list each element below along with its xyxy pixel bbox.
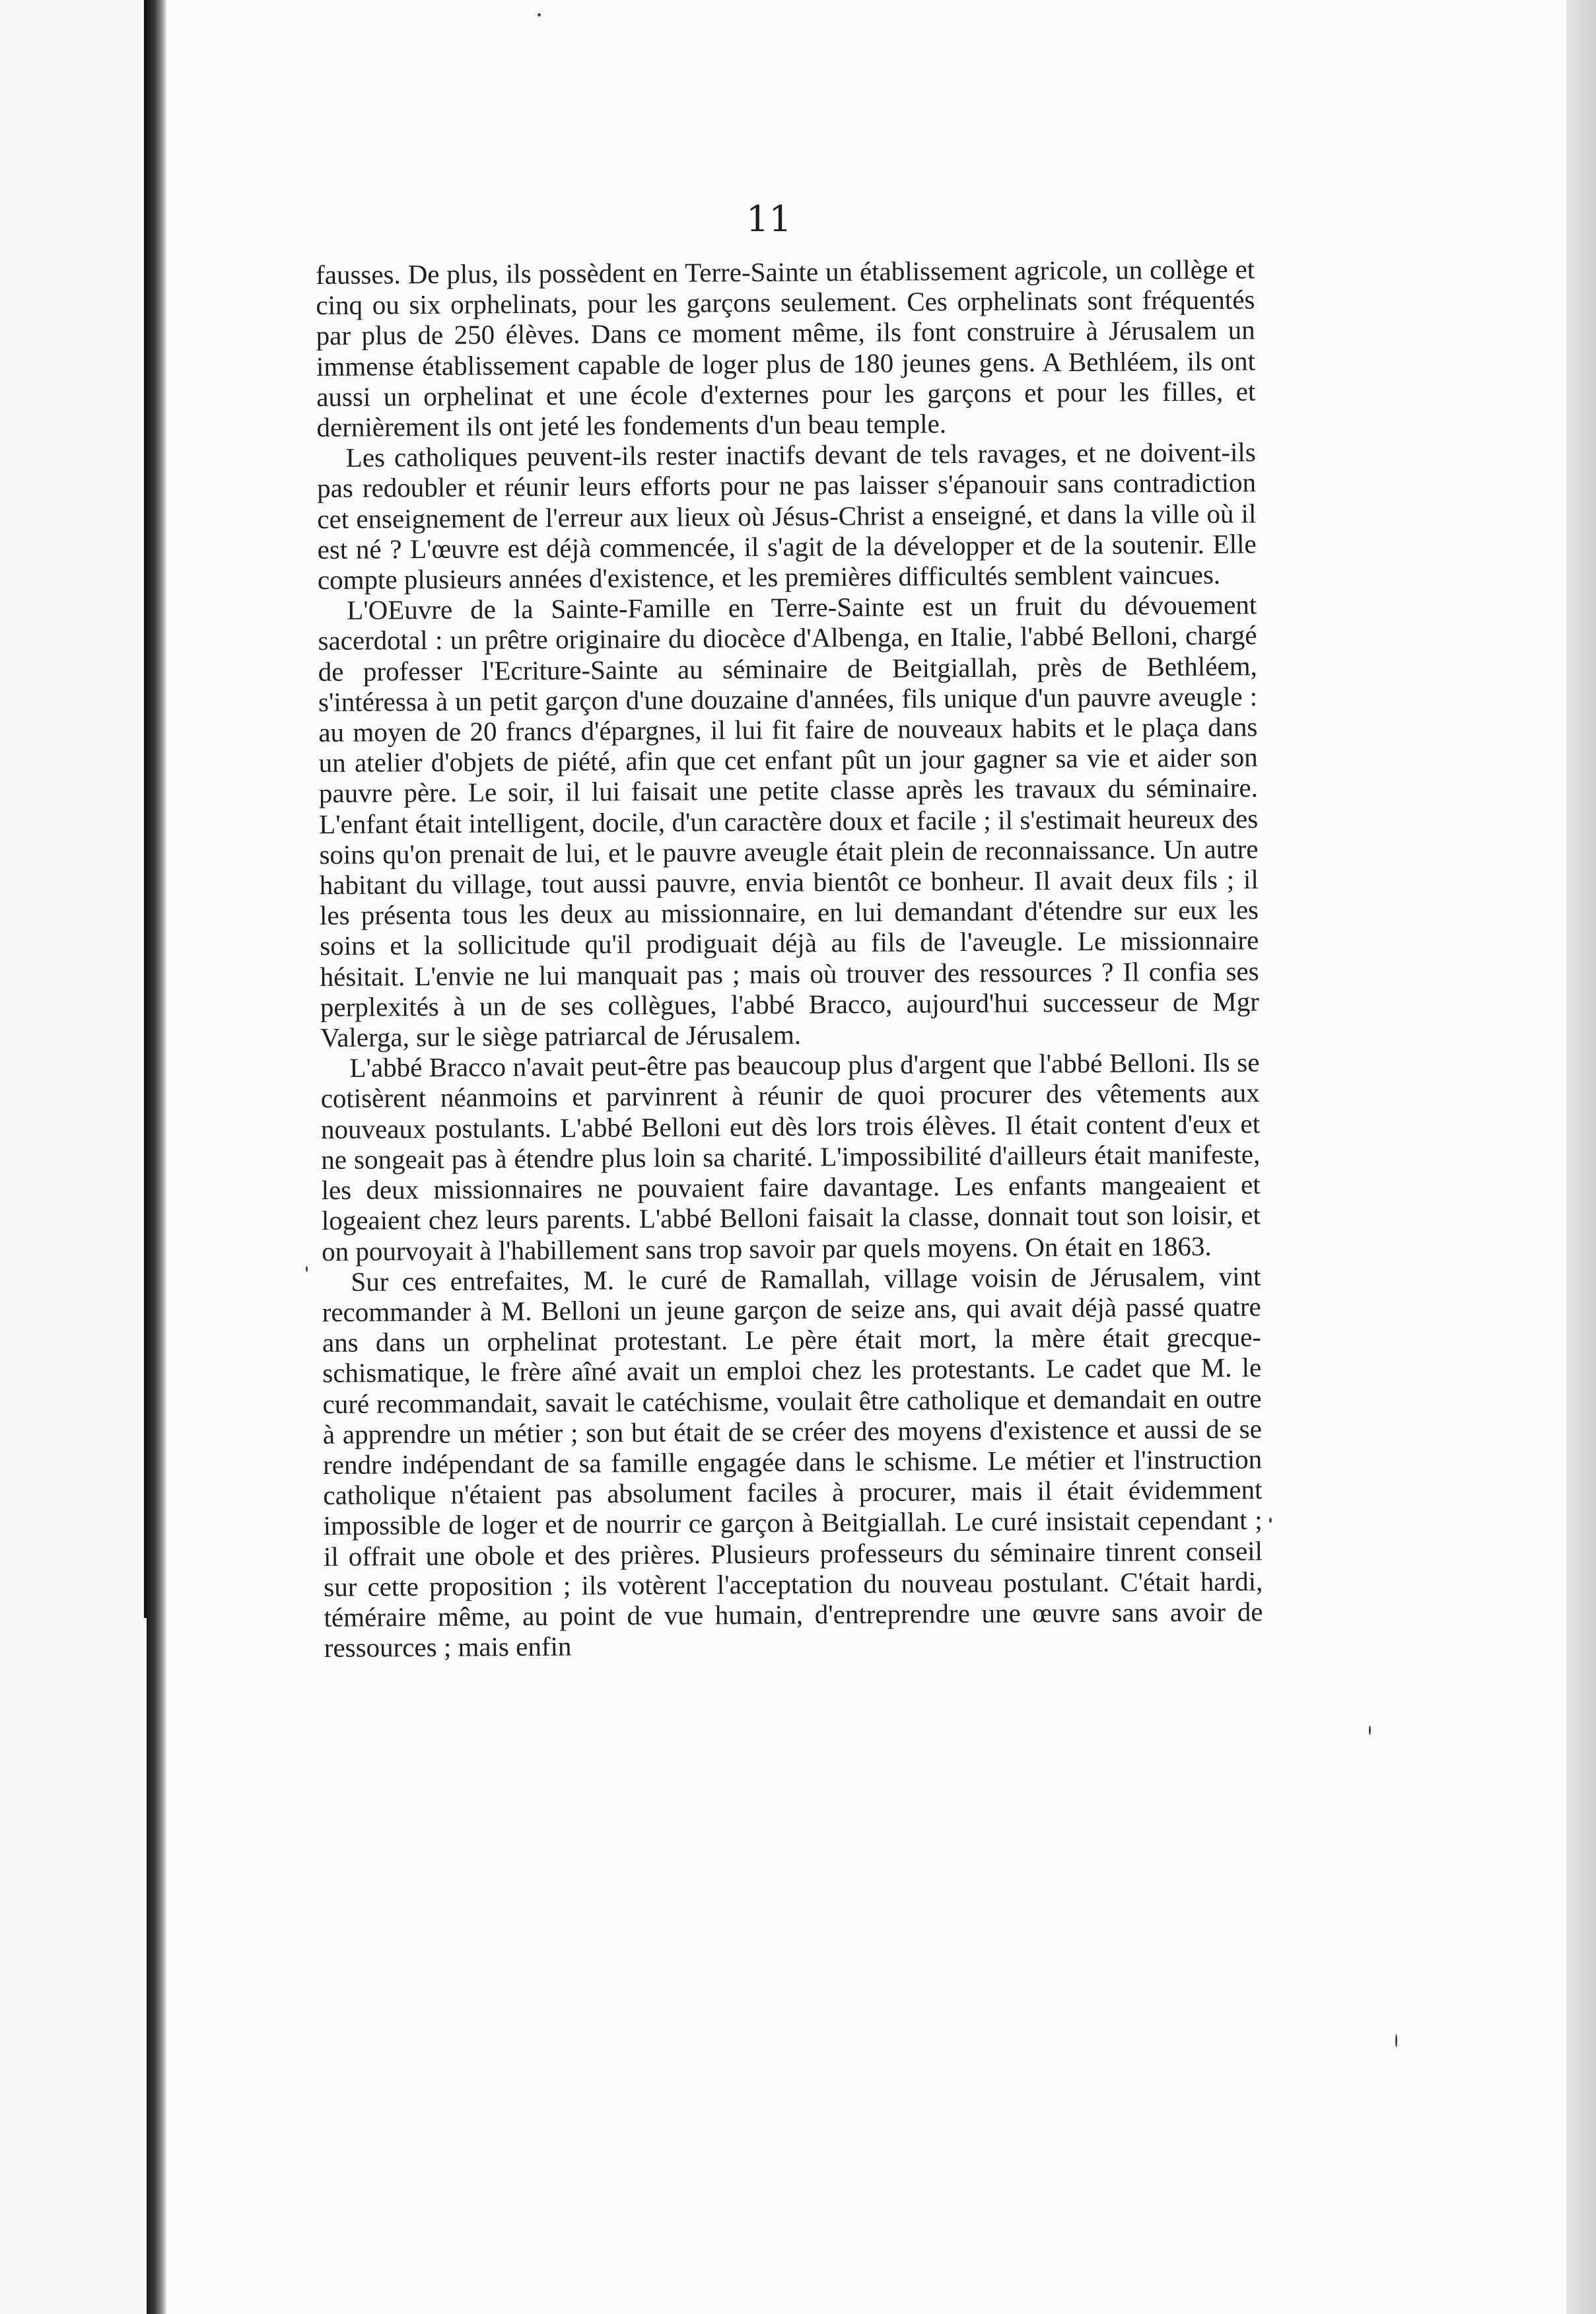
dust-speck [1395,2034,1397,2047]
dust-speck [538,13,541,17]
facing-page-margin [0,0,147,2314]
paragraph: L'abbé Bracco n'avait peut-être pas beaucoup plus d'argent que l'abbé Belloni. Ils se cotisèrent néanmoins et parvinrent à réunir de quoi procurer des vêtements aux nouveaux postulants. L'abbé Belloni eut dès lors trois élèves. Il était content d'eux et ne songeait pas à étendre plus loin sa charité. L'impossibilité d'ailleurs était manifeste, les deux missionnaires ne pouvaient faire davantage. Les enfants mangeaient et logeaient chez leurs parents. L'abbé Belloni faisait la classe, donnait tout son loisir, et on pourvoyait à l'habillement sans trop savoir par quels moyens. On était en 1863. [320,1047,1261,1267]
paragraph: Les catholiques peuvent-ils rester inactifs devant de tels ravages, et ne doivent-ils pas redoubler et réunir leurs efforts pour ne pas laisser s'épanouir sans contradiction cet enseignement de l'erreur aux lieux où Jésus-Christ a enseigné, et dans la ville où il est né ? L'œuvre est déjà commencée, il s'agit de la développer et de la soutenir. Elle compte plusieurs années d'existence, et les premières difficultés semblent vaincues. [316,437,1257,596]
dust-speck [306,1266,308,1272]
body-text [316,254,1263,1663]
page-number: 11 [746,198,792,240]
paragraph: Sur ces entrefaites, M. le curé de Ramallah, village voisin de Jérusalem, vint recommander à M. Belloni un jeune garçon de seize ans, qui avait déjà passé quatre ans dans un orphelinat protestant. Le père était mort, la mère était grecque-schismatique, le frère aîné avait un emploi chez les protestants. Le cadet que M. le curé recommandait, savait le catéchisme, voulait être catholique et demandait en outre à apprendre un métier ; son but était de se créer des moyens d'existence et aussi de se rendre indépendant de sa famille engagée dans le schisme. Le métier et l'instruction catholique n'étaient pas absolument faciles à procurer, mais il était évidemment impossible de loger et de nourrir ce garçon à Beitgiallah. Le curé insistait cependant ; il offrait une obole et des prières. Plusieurs professeurs du séminaire tinrent conseil sur cette proposition ; ils votèrent l'acceptation du nouveau postulant. C'était hardi, téméraire même, au point de vue humain, d'entreprendre une œuvre sans avoir de ressources ; mais enfin [322,1260,1263,1664]
paragraph: fausses. De plus, ils possèdent en Terre-Sainte un établissement agricole, un collège et cinq ou six orphelinats, pour les garçons seulement. Ces orphelinats sont fréquentés par plus de 250 élèves. Dans ce moment même, ils font construire à Jérusalem un immense établissement capable de loger plus de 180 jeunes gens. A Bethléem, ils ont aussi un orphelinat et une école d'externes pour les garçons et pour les filles, et dernièrement ils ont jeté les fondements d'un beau temple. [316,254,1256,443]
gutter-shadow [147,0,166,2314]
page-right-edge [1566,0,1596,2314]
dust-speck [1269,1518,1272,1523]
dust-speck [1369,1726,1371,1735]
paragraph: L'OEuvre de la Sainte-Famille en Terre-Sainte est un fruit du dévouement sacerdotal : un prêtre originaire du diocèce d'Albenga, en Italie, l'abbé Belloni, chargé de professer l'Ecriture-Sainte au séminaire de Beitgiallah, près de Bethléem, s'intéressa à un petit garçon d'une douzaine d'années, fils unique d'un pauvre aveugle : au moyen de 20 francs d'épargnes, il lui fit faire de nouveaux habits et le plaça dans un atelier d'objets de piété, afin que cet enfant pût un jour gagner sa vie et aider son pauvre père. Le soir, il lui faisait une petite classe après les travaux du séminaire. L'enfant était intelligent, docile, d'un caractère doux et facile ; il s'estimait heureux des soins qu'on prenait de lui, et le pauvre aveugle était plein de reconnaissance. Un autre habitant du village, tout aussi pauvre, envia bientôt ce bonheur. Il avait deux fils ; il les présenta tous les deux au missionnaire, en lui demandant d'étendre sur eux les soins et la sollicitude qu'il prodiguait déjà au fils de l'aveugle. Le missionnaire hésitait. L'envie ne lui manquait pas ; mais où trouver des ressources ? Il confia ses perplexités à un de ses collègues, l'abbé Bracco, aujourd'hui successeur de Mgr Valerga, sur le siège patriarcal de Jérusalem. [318,589,1260,1053]
